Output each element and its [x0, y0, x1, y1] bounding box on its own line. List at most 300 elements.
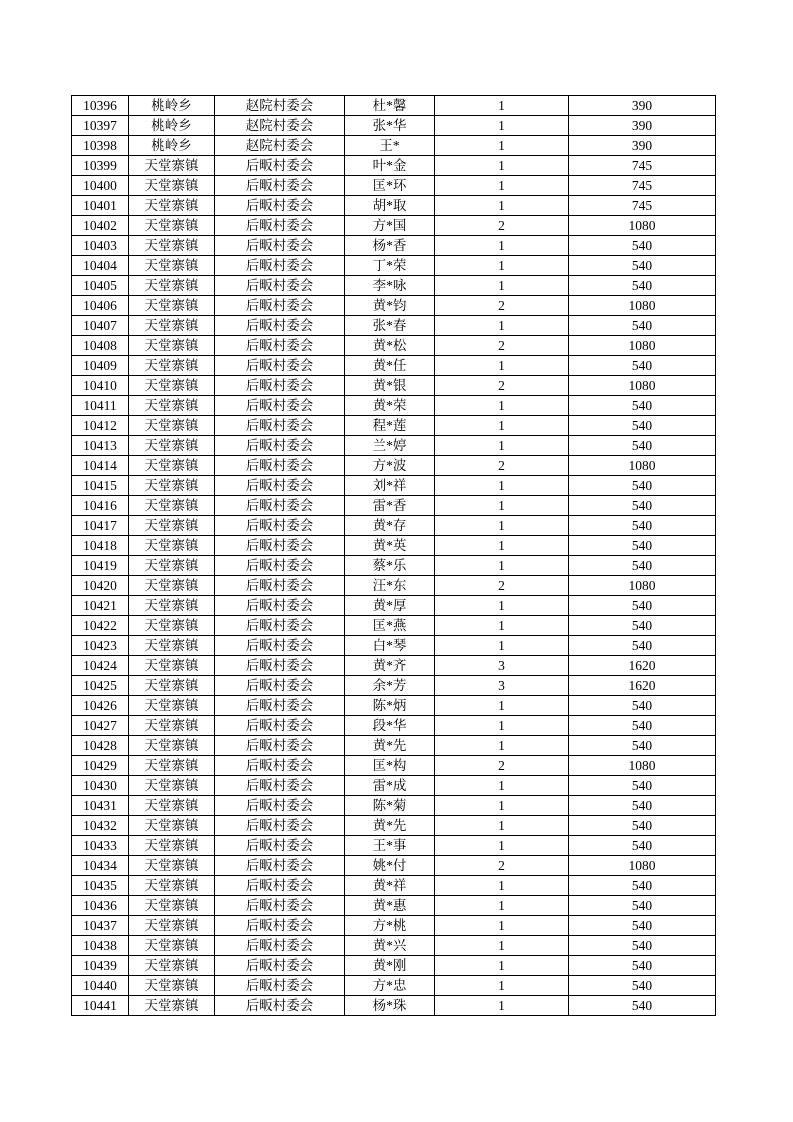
cell-village-committee: 后畈村委会: [215, 796, 345, 816]
cell-village-committee: 后畈村委会: [215, 816, 345, 836]
table-row: [72, 136, 716, 156]
cell-township: 天堂寨镇: [129, 256, 215, 276]
cell-township: 天堂寨镇: [129, 876, 215, 896]
table-row: [72, 236, 716, 256]
cell-township: 天堂寨镇: [129, 176, 215, 196]
cell-village-committee: 后畈村委会: [215, 576, 345, 596]
cell-person-count: 2: [435, 216, 569, 236]
cell-serial-number: 10426: [72, 696, 129, 716]
table-row: [72, 396, 716, 416]
cell-person-name: 方*波: [345, 456, 435, 476]
table-row: [72, 656, 716, 676]
cell-person-name: 段*华: [345, 716, 435, 736]
cell-person-name: 胡*取: [345, 196, 435, 216]
cell-village-committee: 后畈村委会: [215, 476, 345, 496]
cell-person-name: 黄*钧: [345, 296, 435, 316]
cell-person-count: 1: [435, 176, 569, 196]
cell-serial-number: 10396: [72, 96, 129, 116]
cell-village-committee: 后畈村委会: [215, 256, 345, 276]
cell-person-name: 雷*成: [345, 776, 435, 796]
cell-person-count: 1: [435, 256, 569, 276]
cell-village-committee: 后畈村委会: [215, 316, 345, 336]
cell-township: 天堂寨镇: [129, 476, 215, 496]
cell-township: 天堂寨镇: [129, 716, 215, 736]
cell-township: 天堂寨镇: [129, 396, 215, 416]
table-row: [72, 976, 716, 996]
cell-person-name: 黄*齐: [345, 656, 435, 676]
cell-serial-number: 10423: [72, 636, 129, 656]
cell-village-committee: 后畈村委会: [215, 776, 345, 796]
cell-serial-number: 10429: [72, 756, 129, 776]
cell-township: 天堂寨镇: [129, 916, 215, 936]
cell-amount: 540: [569, 736, 716, 756]
cell-serial-number: 10398: [72, 136, 129, 156]
cell-amount: 540: [569, 536, 716, 556]
cell-amount: 540: [569, 916, 716, 936]
cell-person-name: 黄*兴: [345, 936, 435, 956]
cell-township: 天堂寨镇: [129, 676, 215, 696]
cell-village-committee: 后畈村委会: [215, 936, 345, 956]
cell-amount: 540: [569, 416, 716, 436]
table-row: [72, 676, 716, 696]
cell-township: 天堂寨镇: [129, 816, 215, 836]
cell-village-committee: 后畈村委会: [215, 636, 345, 656]
cell-serial-number: 10427: [72, 716, 129, 736]
cell-person-count: 2: [435, 856, 569, 876]
cell-township: 天堂寨镇: [129, 616, 215, 636]
table-row: [72, 516, 716, 536]
cell-serial-number: 10439: [72, 956, 129, 976]
cell-person-name: 刘*祥: [345, 476, 435, 496]
cell-serial-number: 10434: [72, 856, 129, 876]
cell-village-committee: 后畈村委会: [215, 736, 345, 756]
cell-person-count: 1: [435, 436, 569, 456]
cell-amount: 390: [569, 116, 716, 136]
cell-township: 天堂寨镇: [129, 896, 215, 916]
cell-person-name: 李*咏: [345, 276, 435, 296]
cell-person-count: 1: [435, 976, 569, 996]
table-row: [72, 736, 716, 756]
cell-township: 天堂寨镇: [129, 596, 215, 616]
cell-amount: 745: [569, 156, 716, 176]
cell-person-count: 1: [435, 536, 569, 556]
cell-serial-number: 10432: [72, 816, 129, 836]
table-row: [72, 416, 716, 436]
cell-township: 天堂寨镇: [129, 216, 215, 236]
cell-amount: 540: [569, 976, 716, 996]
cell-township: 天堂寨镇: [129, 536, 215, 556]
cell-person-name: 黄*任: [345, 356, 435, 376]
cell-serial-number: 10411: [72, 396, 129, 416]
cell-village-committee: 后畈村委会: [215, 196, 345, 216]
cell-village-committee: 后畈村委会: [215, 536, 345, 556]
cell-serial-number: 10408: [72, 336, 129, 356]
cell-village-committee: 后畈村委会: [215, 896, 345, 916]
cell-person-count: 1: [435, 916, 569, 936]
cell-person-count: 2: [435, 756, 569, 776]
cell-amount: 1080: [569, 576, 716, 596]
table-row: [72, 356, 716, 376]
cell-village-committee: 赵院村委会: [215, 96, 345, 116]
cell-village-committee: 后畈村委会: [215, 276, 345, 296]
cell-amount: 540: [569, 476, 716, 496]
table-row: [72, 536, 716, 556]
cell-person-count: 1: [435, 736, 569, 756]
cell-person-count: 1: [435, 836, 569, 856]
table-row: [72, 816, 716, 836]
cell-serial-number: 10405: [72, 276, 129, 296]
cell-person-count: 1: [435, 956, 569, 976]
cell-serial-number: 10422: [72, 616, 129, 636]
cell-person-name: 黄*厚: [345, 596, 435, 616]
table-row: [72, 456, 716, 476]
cell-amount: 540: [569, 716, 716, 736]
cell-serial-number: 10412: [72, 416, 129, 436]
cell-person-count: 1: [435, 476, 569, 496]
cell-person-count: 3: [435, 656, 569, 676]
cell-township: 天堂寨镇: [129, 556, 215, 576]
cell-township: 天堂寨镇: [129, 316, 215, 336]
cell-serial-number: 10441: [72, 996, 129, 1016]
cell-serial-number: 10440: [72, 976, 129, 996]
cell-serial-number: 10406: [72, 296, 129, 316]
cell-amount: 540: [569, 616, 716, 636]
cell-amount: 1080: [569, 376, 716, 396]
cell-person-name: 程*莲: [345, 416, 435, 436]
cell-person-count: 1: [435, 636, 569, 656]
cell-person-name: 王*: [345, 136, 435, 156]
table-row: [72, 156, 716, 176]
cell-serial-number: 10435: [72, 876, 129, 896]
cell-person-count: 1: [435, 196, 569, 216]
cell-person-name: 方*忠: [345, 976, 435, 996]
cell-township: 桃岭乡: [129, 136, 215, 156]
cell-amount: 540: [569, 256, 716, 276]
cell-township: 天堂寨镇: [129, 756, 215, 776]
cell-person-name: 黄*银: [345, 376, 435, 396]
cell-person-name: 黄*存: [345, 516, 435, 536]
cell-person-count: 1: [435, 496, 569, 516]
cell-person-count: 3: [435, 676, 569, 696]
cell-village-committee: 后畈村委会: [215, 676, 345, 696]
cell-serial-number: 10400: [72, 176, 129, 196]
cell-amount: 1080: [569, 756, 716, 776]
cell-person-count: 1: [435, 116, 569, 136]
cell-amount: 540: [569, 956, 716, 976]
table-row: [72, 596, 716, 616]
cell-person-name: 黄*祥: [345, 876, 435, 896]
cell-amount: 745: [569, 196, 716, 216]
cell-village-committee: 后畈村委会: [215, 376, 345, 396]
cell-township: 天堂寨镇: [129, 336, 215, 356]
cell-amount: 540: [569, 516, 716, 536]
cell-amount: 390: [569, 136, 716, 156]
cell-village-committee: 后畈村委会: [215, 856, 345, 876]
table-row: [72, 196, 716, 216]
cell-person-name: 白*琴: [345, 636, 435, 656]
cell-township: 天堂寨镇: [129, 996, 215, 1016]
cell-person-name: 杨*珠: [345, 996, 435, 1016]
cell-person-name: 张*春: [345, 316, 435, 336]
cell-serial-number: 10433: [72, 836, 129, 856]
cell-person-name: 雷*香: [345, 496, 435, 516]
table-row: [72, 716, 716, 736]
table-row: [72, 496, 716, 516]
cell-amount: 540: [569, 276, 716, 296]
table-row: [72, 936, 716, 956]
cell-village-committee: 后畈村委会: [215, 336, 345, 356]
cell-serial-number: 10410: [72, 376, 129, 396]
cell-person-name: 匡*燕: [345, 616, 435, 636]
cell-amount: 745: [569, 176, 716, 196]
cell-person-name: 兰*婷: [345, 436, 435, 456]
cell-amount: 540: [569, 316, 716, 336]
cell-person-count: 1: [435, 876, 569, 896]
cell-serial-number: 10420: [72, 576, 129, 596]
cell-amount: 1080: [569, 336, 716, 356]
cell-amount: 540: [569, 816, 716, 836]
table-row: [72, 316, 716, 336]
cell-village-committee: 后畈村委会: [215, 396, 345, 416]
cell-person-count: 1: [435, 96, 569, 116]
cell-person-count: 1: [435, 136, 569, 156]
cell-amount: 540: [569, 356, 716, 376]
cell-person-name: 王*事: [345, 836, 435, 856]
cell-amount: 540: [569, 596, 716, 616]
cell-serial-number: 10417: [72, 516, 129, 536]
cell-person-name: 匡*构: [345, 756, 435, 776]
cell-township: 天堂寨镇: [129, 976, 215, 996]
cell-serial-number: 10407: [72, 316, 129, 336]
cell-amount: 540: [569, 236, 716, 256]
cell-village-committee: 后畈村委会: [215, 556, 345, 576]
roster-table: [71, 95, 716, 1016]
cell-township: 天堂寨镇: [129, 236, 215, 256]
cell-person-name: 丁*荣: [345, 256, 435, 276]
cell-amount: 540: [569, 936, 716, 956]
cell-serial-number: 10438: [72, 936, 129, 956]
table-row: [72, 336, 716, 356]
cell-township: 天堂寨镇: [129, 576, 215, 596]
cell-person-name: 蔡*乐: [345, 556, 435, 576]
cell-person-count: 1: [435, 236, 569, 256]
table-row: [72, 376, 716, 396]
cell-amount: 540: [569, 396, 716, 416]
cell-township: 天堂寨镇: [129, 696, 215, 716]
table-row: [72, 876, 716, 896]
cell-person-count: 1: [435, 316, 569, 336]
cell-person-name: 黄*松: [345, 336, 435, 356]
table-row: [72, 256, 716, 276]
cell-amount: 540: [569, 496, 716, 516]
cell-person-count: 2: [435, 576, 569, 596]
cell-serial-number: 10397: [72, 116, 129, 136]
cell-amount: 540: [569, 776, 716, 796]
cell-person-count: 1: [435, 356, 569, 376]
cell-person-name: 余*芳: [345, 676, 435, 696]
cell-person-name: 黄*先: [345, 736, 435, 756]
cell-township: 天堂寨镇: [129, 736, 215, 756]
cell-township: 天堂寨镇: [129, 436, 215, 456]
cell-village-committee: 后畈村委会: [215, 756, 345, 776]
cell-serial-number: 10409: [72, 356, 129, 376]
cell-person-count: 2: [435, 376, 569, 396]
cell-person-count: 1: [435, 556, 569, 576]
cell-serial-number: 10425: [72, 676, 129, 696]
cell-amount: 540: [569, 876, 716, 896]
table-row: [72, 836, 716, 856]
cell-township: 桃岭乡: [129, 96, 215, 116]
cell-township: 天堂寨镇: [129, 956, 215, 976]
cell-township: 天堂寨镇: [129, 196, 215, 216]
cell-amount: 1080: [569, 856, 716, 876]
cell-amount: 540: [569, 796, 716, 816]
table-row: [72, 696, 716, 716]
cell-person-count: 1: [435, 516, 569, 536]
cell-person-name: 姚*付: [345, 856, 435, 876]
cell-township: 天堂寨镇: [129, 276, 215, 296]
cell-person-count: 1: [435, 896, 569, 916]
cell-person-count: 1: [435, 796, 569, 816]
cell-person-count: 1: [435, 396, 569, 416]
cell-village-committee: 后畈村委会: [215, 496, 345, 516]
table-row: [72, 216, 716, 236]
cell-serial-number: 10414: [72, 456, 129, 476]
cell-serial-number: 10431: [72, 796, 129, 816]
cell-village-committee: 后畈村委会: [215, 296, 345, 316]
cell-village-committee: 后畈村委会: [215, 156, 345, 176]
cell-person-count: 1: [435, 716, 569, 736]
cell-person-count: 1: [435, 596, 569, 616]
cell-serial-number: 10421: [72, 596, 129, 616]
cell-village-committee: 后畈村委会: [215, 596, 345, 616]
cell-person-name: 黄*荣: [345, 396, 435, 416]
cell-amount: 1620: [569, 656, 716, 676]
cell-amount: 540: [569, 556, 716, 576]
cell-amount: 1080: [569, 296, 716, 316]
cell-village-committee: 后畈村委会: [215, 996, 345, 1016]
cell-township: 天堂寨镇: [129, 776, 215, 796]
cell-serial-number: 10424: [72, 656, 129, 676]
table-row: [72, 556, 716, 576]
table-row: [72, 896, 716, 916]
cell-person-name: 杜*馨: [345, 96, 435, 116]
cell-village-committee: 后畈村委会: [215, 876, 345, 896]
cell-person-count: 1: [435, 696, 569, 716]
cell-village-committee: 后畈村委会: [215, 956, 345, 976]
table-row: [72, 476, 716, 496]
cell-township: 天堂寨镇: [129, 656, 215, 676]
cell-township: 天堂寨镇: [129, 796, 215, 816]
cell-township: 天堂寨镇: [129, 296, 215, 316]
table-row: [72, 276, 716, 296]
cell-person-count: 1: [435, 416, 569, 436]
cell-village-committee: 后畈村委会: [215, 656, 345, 676]
cell-amount: 540: [569, 636, 716, 656]
cell-serial-number: 10416: [72, 496, 129, 516]
cell-serial-number: 10402: [72, 216, 129, 236]
table-row: [72, 576, 716, 596]
cell-person-count: 1: [435, 776, 569, 796]
cell-person-name: 叶*金: [345, 156, 435, 176]
cell-person-count: 1: [435, 816, 569, 836]
cell-person-name: 陈*菊: [345, 796, 435, 816]
cell-village-committee: 后畈村委会: [215, 716, 345, 736]
cell-village-committee: 后畈村委会: [215, 176, 345, 196]
cell-village-committee: 后畈村委会: [215, 916, 345, 936]
cell-amount: 1080: [569, 456, 716, 476]
cell-village-committee: 赵院村委会: [215, 136, 345, 156]
cell-serial-number: 10415: [72, 476, 129, 496]
cell-village-committee: 后畈村委会: [215, 976, 345, 996]
cell-person-name: 黄*惠: [345, 896, 435, 916]
table-row: [72, 176, 716, 196]
cell-person-name: 杨*香: [345, 236, 435, 256]
cell-township: 天堂寨镇: [129, 516, 215, 536]
table-row: [72, 116, 716, 136]
cell-township: 天堂寨镇: [129, 836, 215, 856]
cell-person-name: 黄*英: [345, 536, 435, 556]
cell-township: 天堂寨镇: [129, 856, 215, 876]
cell-serial-number: 10399: [72, 156, 129, 176]
cell-serial-number: 10428: [72, 736, 129, 756]
table-row: [72, 956, 716, 976]
cell-amount: 540: [569, 896, 716, 916]
cell-person-name: 黄*先: [345, 816, 435, 836]
cell-serial-number: 10436: [72, 896, 129, 916]
cell-village-committee: 后畈村委会: [215, 416, 345, 436]
cell-serial-number: 10404: [72, 256, 129, 276]
cell-township: 桃岭乡: [129, 116, 215, 136]
cell-person-name: 张*华: [345, 116, 435, 136]
cell-village-committee: 后畈村委会: [215, 236, 345, 256]
cell-person-name: 匡*环: [345, 176, 435, 196]
cell-amount: 540: [569, 996, 716, 1016]
table-row: [72, 436, 716, 456]
cell-amount: 540: [569, 696, 716, 716]
cell-person-name: 方*国: [345, 216, 435, 236]
cell-village-committee: 后畈村委会: [215, 456, 345, 476]
cell-person-count: 2: [435, 336, 569, 356]
table-row: [72, 856, 716, 876]
cell-village-committee: 赵院村委会: [215, 116, 345, 136]
cell-person-count: 1: [435, 936, 569, 956]
cell-township: 天堂寨镇: [129, 376, 215, 396]
cell-serial-number: 10419: [72, 556, 129, 576]
cell-serial-number: 10403: [72, 236, 129, 256]
cell-person-name: 黄*刚: [345, 956, 435, 976]
cell-village-committee: 后畈村委会: [215, 836, 345, 856]
table-row: [72, 796, 716, 816]
cell-serial-number: 10413: [72, 436, 129, 456]
cell-person-count: 1: [435, 276, 569, 296]
cell-person-name: 汪*东: [345, 576, 435, 596]
cell-serial-number: 10437: [72, 916, 129, 936]
cell-township: 天堂寨镇: [129, 636, 215, 656]
cell-township: 天堂寨镇: [129, 496, 215, 516]
cell-village-committee: 后畈村委会: [215, 216, 345, 236]
cell-village-committee: 后畈村委会: [215, 516, 345, 536]
cell-amount: 1080: [569, 216, 716, 236]
cell-township: 天堂寨镇: [129, 456, 215, 476]
roster-table-body: [72, 96, 716, 1016]
table-row: [72, 616, 716, 636]
cell-township: 天堂寨镇: [129, 156, 215, 176]
table-row: [72, 776, 716, 796]
table-row: [72, 96, 716, 116]
cell-person-count: 2: [435, 296, 569, 316]
cell-township: 天堂寨镇: [129, 936, 215, 956]
